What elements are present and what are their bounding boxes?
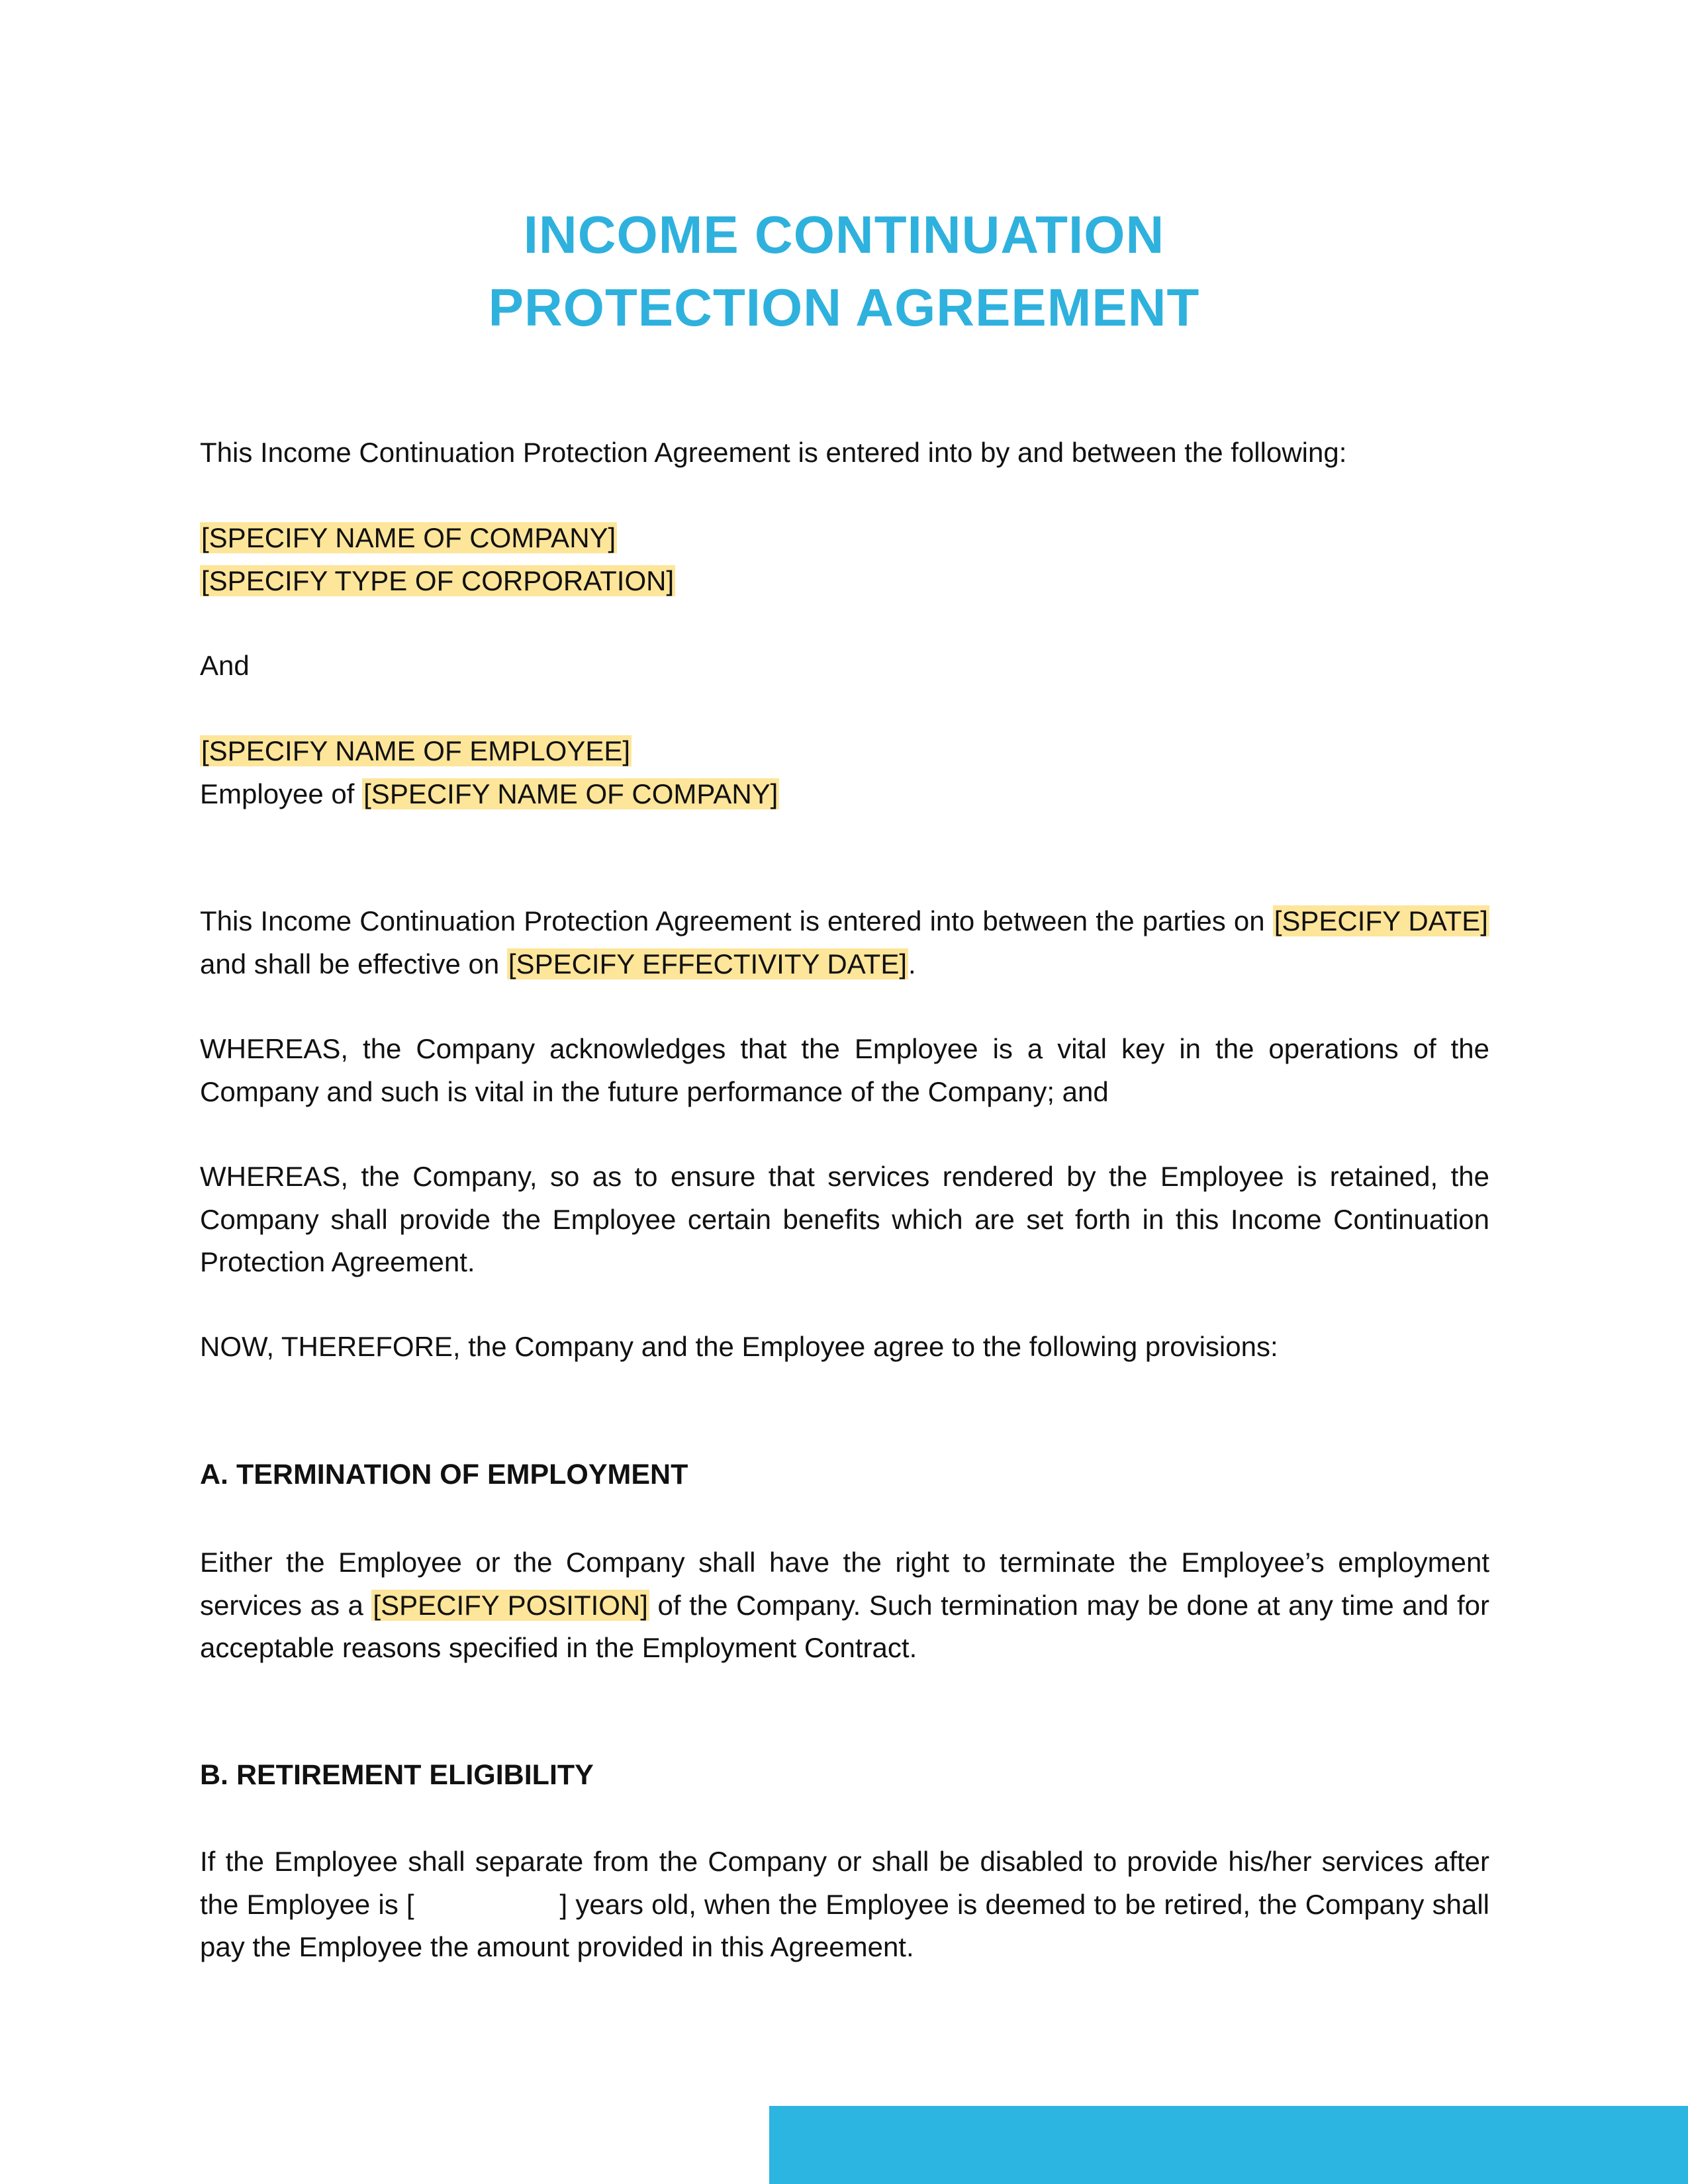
employee-company-placeholder: [SPECIFY NAME OF COMPANY] (363, 778, 778, 809)
now-therefore-paragraph: NOW, THEREFORE, the Company and the Employee agree to the following provisions: (200, 1331, 1278, 1362)
corporation-type-placeholder: [SPECIFY TYPE OF CORPORATION] (201, 565, 675, 596)
party-one-block (200, 517, 1489, 602)
position-placeholder: [SPECIFY POSITION] (373, 1589, 648, 1621)
date-paragraph-part-3: . (908, 948, 916, 979)
whereas-paragraph-1: WHEREAS, the Company acknowledges that the Employee is a vital key in the operations of the Company and such is vital in the future performance of the Company; and (200, 1033, 1489, 1107)
intro-paragraph: This Income Continuation Protection Agreement is entered into by and between the following: (200, 437, 1347, 468)
employee-name-placeholder: [SPECIFY NAME OF EMPLOYEE] (201, 735, 631, 766)
company-name-placeholder: [SPECIFY NAME OF COMPANY] (201, 522, 616, 553)
section-a-part-2: of the Company. Such termination may be done at any time and for acceptable reasons specified in the Employment Contract. (200, 1589, 1489, 1663)
section-a-paragraph (200, 1541, 1489, 1670)
effectivity-date-placeholder: [SPECIFY EFFECTIVITY DATE] (508, 948, 907, 979)
document-title (0, 199, 1688, 344)
title-line-1: INCOME CONTINUATION (523, 205, 1165, 264)
date-paragraph-part-1: This Income Continuation Protection Agreement is entered into between the parties on (200, 905, 1273, 936)
whereas-paragraph-2: WHEREAS, the Company, so as to ensure that services rendered by the Employee is retained, the Company shall provide the Employee certain benefits which are set forth in this Income Continuation Protection Agreement. (200, 1161, 1489, 1277)
section-b-part-2: ] years old, when the Employee is deemed to be retired, the Company shall pay the Employee the amount provided in this Agreement. (200, 1888, 1489, 1962)
section-b-heading: B. RETIREMENT ELIGIBILITY (200, 1759, 594, 1791)
date-placeholder: [SPECIFY DATE] (1274, 905, 1488, 936)
party-two-block (200, 730, 1489, 815)
date-paragraph-part-2: and shall be effective on (200, 948, 507, 979)
section-a-heading: A. TERMINATION OF EMPLOYMENT (200, 1459, 688, 1490)
section-b-part-1: If the Employee shall separate from the Company or shall be disabled to provide his/her services after the Employee is [ (200, 1846, 1489, 1920)
section-b-paragraph (200, 1841, 1489, 1969)
date-paragraph (200, 900, 1489, 985)
section-a-part-1: Either the Employee or the Company shall have the right to terminate the Employee’s employment services as a (200, 1547, 1489, 1621)
footer-accent-bar (769, 2106, 1688, 2184)
title-line-2: PROTECTION AGREEMENT (488, 278, 1200, 337)
and-label: And (200, 650, 250, 681)
employee-of-label: Employee of (200, 778, 363, 809)
